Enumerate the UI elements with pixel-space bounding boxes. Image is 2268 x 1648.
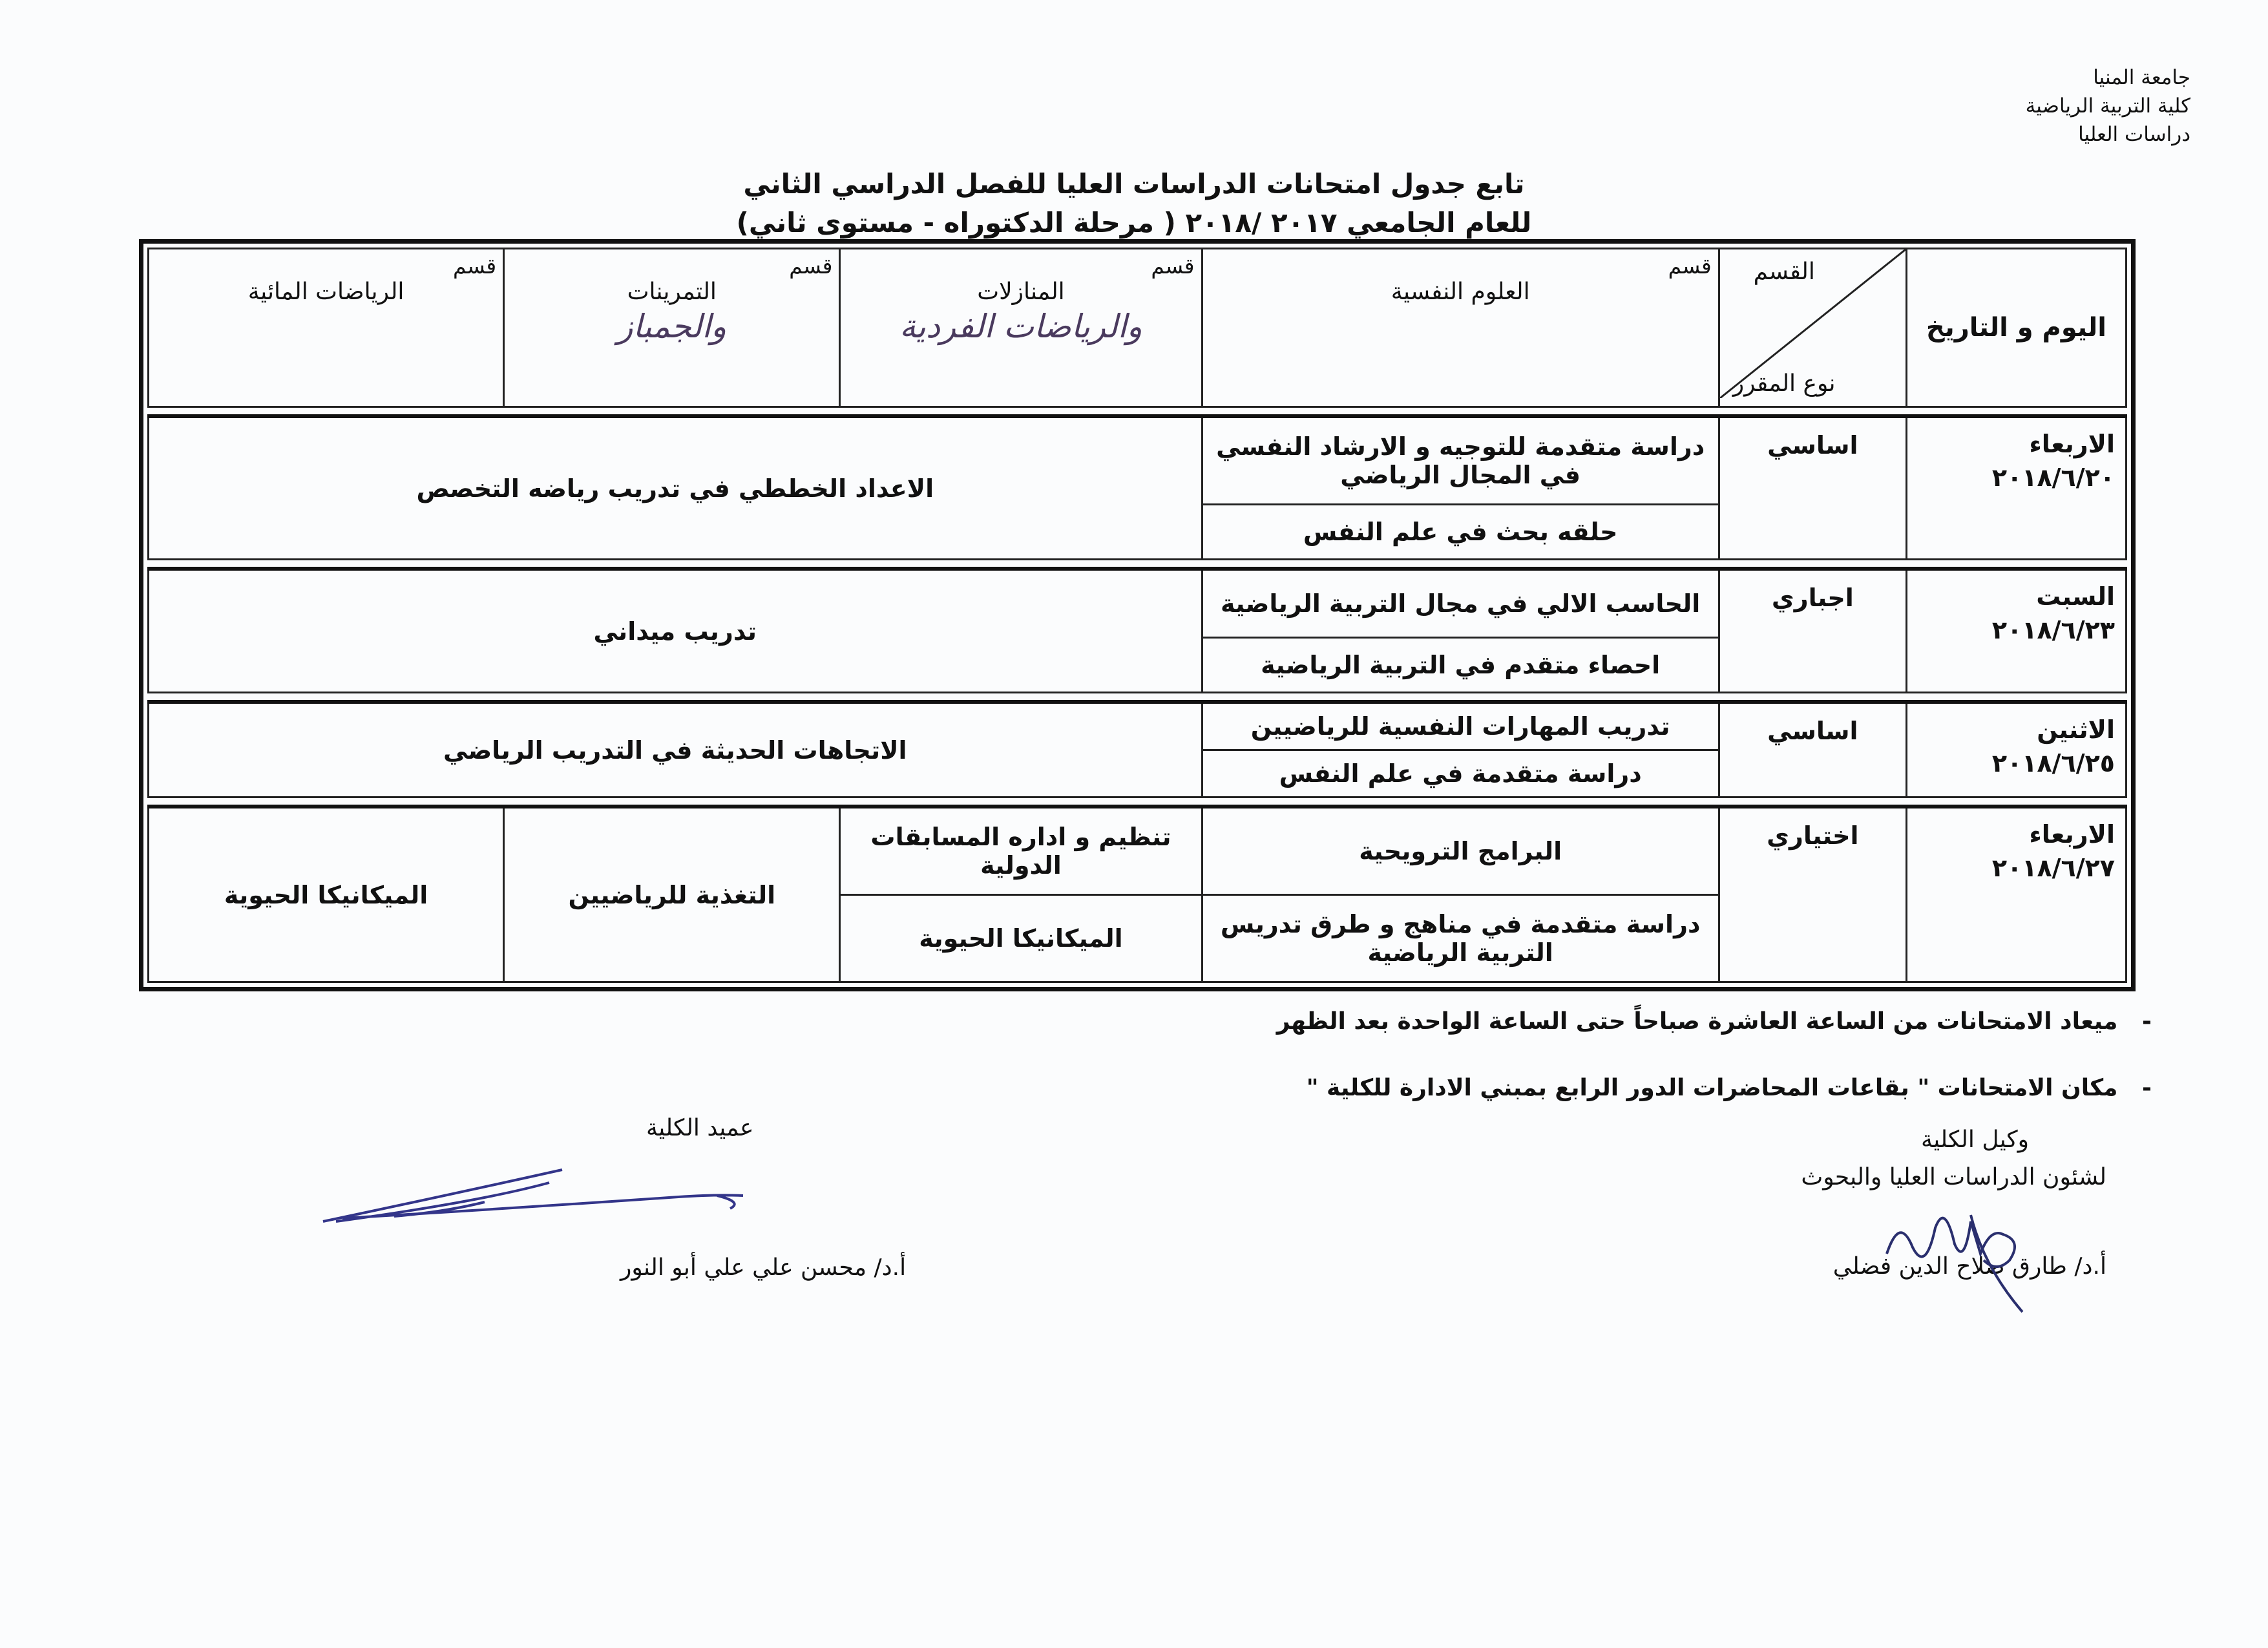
header-gym-dept <box>504 249 840 407</box>
issuer-block <box>2026 63 2190 149</box>
psych-course-1: دراسة متقدمة للتوجيه و الارشاد النفسي في المجال الرياضي <box>1202 416 1719 505</box>
title-line-2: للعام الجامعي ٢٠١٧ /٢٠١٨ ( مرحلة الدكتوراه - مستوى ثاني) <box>736 207 1532 238</box>
title-line-1: تابع جدول امتحانات الدراسات العليا للفصل الدراسي الثاني <box>743 168 1525 200</box>
exam-schedule-table <box>147 248 2127 983</box>
vice-dean-signature-icon <box>1874 1176 2081 1318</box>
header-dept-type <box>1719 249 1906 407</box>
psych-course-2: حلقه بحث في علم النفس <box>1202 505 1719 560</box>
document-title <box>0 165 2268 242</box>
header-type-label: نوع المقرر <box>1732 370 1836 397</box>
vice-title-1: وكيل الكلية <box>1920 1126 2029 1153</box>
header-dept-label: القسم <box>1753 259 1815 285</box>
note-time-text: ميعاد الامتحانات من الساعة العاشرة صباحاً حتى الساعة الواحدة بعد الظهر <box>1276 1008 2118 1035</box>
table-row <box>149 702 2126 750</box>
dept-word: قسم <box>789 253 833 279</box>
day-date-cell <box>1906 416 2126 560</box>
dean-signature-icon <box>317 1157 782 1241</box>
sports-course-1: تنظيم و اداره المسابقات الدولية <box>840 807 1202 895</box>
dept-sports-name: المنازلات <box>977 279 1065 305</box>
day-name: الاثنين <box>2037 715 2115 744</box>
dept-word: قسم <box>1151 253 1195 279</box>
shared-course: الاعداد الخططي في تدريب رياضه التخصص <box>149 416 1202 560</box>
day-date-cell <box>1906 569 2126 693</box>
psych-course-1: البرامج الترويحية <box>1202 807 1719 895</box>
course-type: اجباري <box>1719 569 1906 693</box>
header-water-dept <box>149 249 504 407</box>
department-name: دراسات العليا <box>2078 123 2190 146</box>
gym-course: التغذية للرياضيين <box>504 807 840 982</box>
dean-name: أ.د/ محسن علي علي أبو النور <box>620 1254 907 1281</box>
table-row <box>149 807 2126 895</box>
dept-sports-handwritten: والرياضات الفردية <box>899 308 1142 345</box>
psych-course-1: تدريب المهارات النفسية للرياضيين <box>1202 702 1719 750</box>
bullet-dash: - <box>2142 1008 2152 1035</box>
vice-name: أ.د/ طارق صلاح الدين فضلي <box>1832 1253 2106 1280</box>
table-row <box>149 416 2126 505</box>
exam-date: ٢٠١٨/٦/٢٣ <box>1991 616 2115 644</box>
header-day-date: اليوم و التاريخ <box>1906 249 2126 407</box>
header-sports-dept <box>840 249 1202 407</box>
header-psych-dept <box>1202 249 1719 407</box>
day-name: الاربعاء <box>2029 820 2115 849</box>
exam-date: ٢٠١٨/٦/٢٧ <box>1991 854 2115 882</box>
exam-date: ٢٠١٨/٦/٢٠ <box>1991 463 2115 492</box>
dept-psych-name: العلوم النفسية <box>1391 279 1530 305</box>
course-type: اساسي <box>1719 702 1906 798</box>
course-type: اساسي <box>1719 416 1906 560</box>
day-date-cell <box>1906 702 2126 798</box>
note-place <box>1277 1075 2152 1101</box>
psych-course-2: احصاء متقدم في التربية الرياضية <box>1202 638 1719 693</box>
exam-table-frame <box>139 239 2136 991</box>
university-name: جامعة المنيا <box>2093 66 2190 89</box>
table-row <box>149 569 2126 638</box>
psych-course-2: دراسة متقدمة في مناهج و طرق تدريس التربية الرياضية <box>1202 895 1719 982</box>
exam-date: ٢٠١٨/٦/٢٥ <box>1991 749 2115 777</box>
vice-title-2: لشئون الدراسات العليا والبحوث <box>1801 1164 2106 1190</box>
note-place-text: مكان الامتحانات " بقاعات المحاضرات الدور الرابع بمبني الادارة للكلية " <box>1306 1075 2118 1101</box>
dept-word: قسم <box>1668 253 1712 279</box>
dept-water-name: الرياضات المائية <box>247 279 404 305</box>
day-name: الاربعاء <box>2029 430 2115 458</box>
bullet-dash: - <box>2142 1075 2152 1101</box>
shared-course: تدريب ميداني <box>149 569 1202 693</box>
day-name: السبت <box>2036 582 2115 611</box>
water-course: الميكانيكا الحيوية <box>149 807 504 982</box>
dept-gym-handwritten: والجمباز <box>617 308 727 345</box>
dean-title: عميد الكلية <box>646 1115 754 1141</box>
faculty-name: كلية التربية الرياضية <box>2025 94 2190 118</box>
sports-course-2: الميكانيكا الحيوية <box>840 895 1202 982</box>
note-time <box>1277 1008 2152 1035</box>
dept-gym-name: التمرينات <box>627 279 717 305</box>
dept-word: قسم <box>453 253 497 279</box>
shared-course: الاتجاهات الحديثة في التدريب الرياضي <box>149 702 1202 798</box>
psych-course-1: الحاسب الالي في مجال التربية الرياضية <box>1202 569 1719 638</box>
course-type: اختياري <box>1719 807 1906 982</box>
psych-course-2: دراسة متقدمة في علم النفس <box>1202 750 1719 798</box>
table-header-row <box>149 249 2126 407</box>
day-date-cell <box>1906 807 2126 982</box>
